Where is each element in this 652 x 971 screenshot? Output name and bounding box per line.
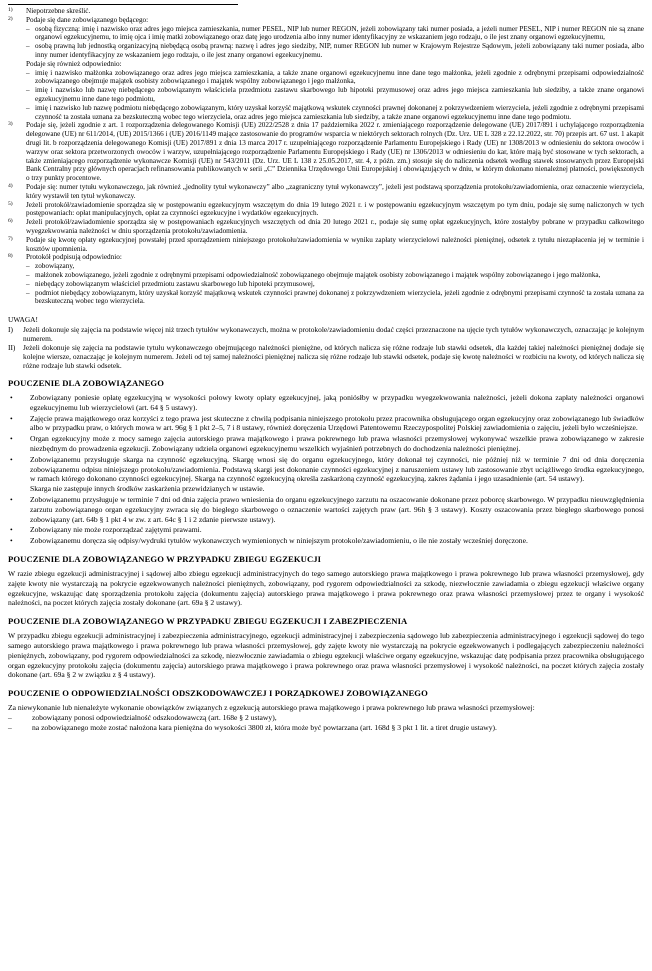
footnote-number: 3)	[8, 121, 13, 128]
footnote-number: 7)	[8, 235, 13, 242]
bullet-text: Zajęcie prawa majątkowego oraz korzyści z tego prawa jest skuteczne z chwilą podpisania niniejszego protokołu przez pracownika obsługującego organ egzekucyjny oraz zobowiązanego lub świadków albo w przypadku praw, o których mowa w art. 96g § 1 pkt 2–5, 7 i 8 ustawy, również doręczenia Urzędowi Patentowemu Rzeczypospolitej Polskiej zawiadomienia o zajęciu, jeżeli było wcześniejsze.	[30, 413, 644, 433]
footnote	[8, 218, 644, 236]
bullet-body	[30, 495, 644, 524]
bullet-body	[30, 536, 644, 546]
dash-marker: –	[8, 722, 12, 732]
section-title: POUCZENIE DLA ZOBOWIĄZANEGO W PRZYPADKU ZBIEGU EGZEKUCJI I ZABEZPIECZENIA	[8, 616, 408, 627]
bullet-text: Zobowiązanemu przysługuje skarga na czynność egzekucyjną. Skargę wnosi się do organu egzekucyjnego, który dokonał tej czynności, nie później niż w terminie 7 dni od dnia doręczenia zobowiązanemu odpisu niniejszego protokołu/zawiadomienia. Podstawą skargi jest dokonanie czynności egzekucyjnej z naruszeniem ustawy lub zastosowanie zbyt uciążliwego środka egzekucyjnego, w ramach którego dokonano czynności egzekucyjnej. Skarga na czynność egzekucyjną określa zaskarżoną czynność egzekucyjną, zakres żądania i jego uzasadnienie (art. 54 ustawy).	[30, 454, 644, 484]
footnote-dash-text: osobą prawną lub jednostką organizacyjną niebędącą osobą prawną: nazwę i adres jego siedziby, NIP, numer REGON lub numer w Krajowym Rejestrze Sądowym, jeżeli zobowiązany taki numer posiada, albo inny numer identyfikacyjny ze wskazaniem jego rodzaju, o ile jest znany organowi egzekucyjnemu.	[35, 42, 644, 59]
dash-marker: –	[8, 713, 12, 723]
bullet-text: Zobowiązanemu doręcza się odpisy/wydruki tytułów wykonawczych wymienionych w niniejszym protokole/zawiadomieniu, o ile nie zostały wcześniej doręczone.	[30, 536, 528, 546]
section-paragraph: W przypadku zbiegu egzekucji administracyjnej i zabezpieczenia administracyjnego, egzekucji administracyjnej i zabezpieczenia sądowego lub zabezpieczenia administracyjnego i egzekucji sądowej do tego samego autorskiego prawa majątkowego i prawa pokrewnego lub prawa własności przemysłowej, gdy zajęte kwoty nie wystarczają na pokrycie egzekwowanych i podlegających zabezpieczeniu należności pieniężnych, zobowiązany, pod rygorem odpowiedzialności za szkodę, niezwłocznie zawiadamia o zbiegu egzekucji właściwe organy egzekucyjne, wskazując datę podpisania przez pracownika obsługującego organ egzekucyjny protokołu zajęcia (dokumentu zajęcia) autorskiego prawa majątkowego i prawa pokrewnego oraz prawa własności przemysłowej i wysokość należności, na poczet których zajęcia zostały dokonane (art. 69a § 2 w związku z § 4 ustawy).	[8, 631, 644, 680]
footnote-text: Podaje się również odpowiednio:	[26, 59, 122, 68]
footnote	[8, 7, 644, 16]
dash-marker: –	[26, 270, 30, 279]
section-title: POUCZENIE O ODPOWIEDZIALNOŚCI ODSZKODOWAWCZEJ I PORZĄDKOWEJ ZOBOWIĄZANEGO	[8, 688, 428, 699]
uwaga-item	[8, 325, 644, 343]
section-paragraph: W razie zbiegu egzekucji administracyjnej i sądowej albo zbiegu egzekucji administracyjnych do tego samego autorskiego prawa majątkowego i prawa pokrewnego lub prawa własności przemysłowej, gdy zajęte kwoty nie wystarczają na pokrycie egzekwowanych należności pieniężnych, zobowiązany, pod rygorem odpowiedzialności za szkodę, niezwłocznie zawiadamia o zbiegu egzekucji właściwe organy egzekucyjne, wskazując datę sporządzenia protokołu zajęcia (dokumentu zajęcia) autorskiego prawa majątkowego i prawa pokrewnego oraz prawa własności przemysłowej przez te organy i wysokość należności, na poczet których zajęcia zostały dokonane (art. 69a § 2 ustawy).	[8, 569, 644, 608]
footnote-dash-text: imię i nazwisko małżonka zobowiązanego oraz adres jego miejsca zamieszkania, a także znane organowi egzekucyjnemu inne dane tego małżonka, jeżeli zgodnie z odrębnymi przepisami odpowiedzialność zobowiązanego obejmuje majątek osobisty zobowiązanego i majątek wspólny zobowiązanego i jego małżonka,	[35, 68, 644, 86]
footnote-text: Jeżeli protokół/zawiadomienie sporządza się w postępowaniach egzekucyjnych wszczętych od dnia 20 lutego 2021 r., podaje się sumę opłat egzekucyjnych, które zostałyby pobrane w przypadku całkowitego wyegzekwowania należności w dniu sporządzenia protokołu/zawiadomienia.	[26, 218, 644, 235]
bullet-body	[30, 393, 644, 413]
bullet-item	[8, 525, 644, 535]
footnote-dash-item	[26, 280, 644, 289]
footnote-body	[26, 236, 644, 254]
uwaga-block	[8, 315, 644, 370]
section-body	[8, 631, 644, 680]
uwaga-item-text: Jeżeli dokonuje się zajęcia na podstawie więcej niż trzech tytułów wykonawczych, można w protokole/zawiadomieniu dodać części przeznaczone na ujęcie tych tytułów wykonawczych, oznaczając je kolejnym numerem.	[23, 325, 644, 344]
bullet-body	[30, 414, 644, 434]
bullet-item	[8, 393, 644, 413]
bullet-marker: •	[10, 454, 13, 464]
bullet-text: Zobowiązanemu przysługuje w terminie 7 dni od dnia zajęcia prawo wniesienia do organu egzekucyjnego zarzutu na oszacowanie dokonane przez poborcę skarbowego. W przypadku nieuwzględnienia zarzutu zobowiązanego organ egzekucyjny zwraca się do biegłego skarbowego o oznaczenie wartości zajętych praw (art. 96h § 3 ustawy). Koszty oszacowania przez biegłego skarbowego ponosi zobowiązany (art. 64b § 1 pkt 4 w zw. z art. 64c § 1 i 2 zdanie pierwsze ustawy).	[30, 495, 644, 524]
footnote-text: Podaje się dane zobowiązanego będącego:	[26, 15, 149, 24]
footnote-dash-text: imię i nazwisko lub nazwę niebędącego zobowiązanym właściciela przedmiotu zastawu skarbowego lub hipoteki przymusowej oraz adres jego miejsca zamieszkania lub siedziby, a także znane organowi egzekucyjnemu inne dane tego podmiotu,	[35, 86, 644, 103]
footnote-text: Podaje się kwotę opłaty egzekucyjnej powstałej przed sporządzeniem niniejszego protokołu/zawiadomienia w wyniku zapłaty wierzycielowi należności pieniężnej, odsetek z tytułu niezapłacenia jej w terminie i kosztów upomnienia.	[26, 235, 644, 253]
footnote-dash-item	[26, 262, 644, 271]
footnote	[8, 121, 644, 183]
footnote	[8, 16, 644, 122]
footnote-dash-text: małżonek zobowiązanego, jeżeli zgodnie z odrębnymi przepisami odpowiedzialność zobowiązanego obejmuje majątek osobisty zobowiązanego i majątek wspólny zobowiązanego i jego małżonka,	[35, 270, 601, 279]
section-dash-item	[8, 723, 644, 733]
uwaga-item-number: II)	[8, 343, 16, 353]
uwaga-item-number: I)	[8, 325, 13, 335]
bullet-marker: •	[10, 536, 13, 546]
footnote-dash-text: zobowiązany,	[35, 262, 75, 271]
dash-marker: –	[26, 262, 30, 271]
section-title: POUCZENIE DLA ZOBOWIĄZANEGO W PRZYPADKU ZBIEGU EGZEKUCJI	[8, 554, 322, 565]
bullet-item	[8, 495, 644, 524]
bullet-marker: •	[10, 525, 13, 535]
section-dash-text: na zobowiązanego może zostać nałożona kara pieniężna do wysokości 3800 zł, która może być powtarzana (art. 168d § 3 pkt 1 lit. a tiret drugie ustawy).	[32, 722, 497, 732]
bullet-body	[30, 455, 644, 494]
footnote-dash-text: podmiot niebędący zobowiązanym, który uzyskał korzyść majątkową wskutek czynności prawnej dokonanej z pokrzywdzeniem wierzyciela, jeżeli zgodnie z odrębnymi przepisami czynność ta została uznana za bezskuteczną wobec tego wierzyciela.	[35, 288, 644, 306]
bullet-item	[8, 536, 644, 546]
footnote-body	[26, 253, 644, 306]
bullet-item	[8, 414, 644, 434]
dash-marker: –	[26, 86, 30, 95]
footnote-dash-item	[26, 104, 644, 122]
footnote-dash-item	[26, 69, 644, 87]
footnote-number: 5)	[8, 200, 13, 207]
footnote-body	[26, 7, 644, 16]
footnote-dash-item	[26, 289, 644, 307]
footnote-body	[26, 121, 644, 183]
bullet-marker: •	[10, 434, 13, 444]
bullet-item	[8, 455, 644, 494]
bullet-text: Organ egzekucyjny może z mocy samego zajęcia autorskiego prawa majątkowego i prawa pokrewnego lub prawa własności przemysłowej wykonywać wszelkie prawa zobowiązanego w zakresie niezbędnym do prowadzenia egzekucji. Zobowiązany udziela organowi egzekucyjnemu wszelkich wyjaśnień potrzebnych do dochodzenia należności pieniężnej.	[30, 434, 644, 454]
footnote-dash-item	[26, 42, 644, 60]
footnote-body	[26, 16, 644, 122]
uwaga-item	[8, 343, 644, 370]
section-body	[8, 569, 644, 608]
footnote-text: Niepotrzebne skreślić.	[26, 7, 91, 15]
footnote-dash-item	[26, 25, 644, 43]
footnote-separator	[8, 4, 238, 5]
bullet-marker: •	[10, 495, 13, 505]
bullet-body	[30, 434, 644, 454]
bullet-body	[30, 525, 644, 535]
footnote-number: 4)	[8, 182, 13, 189]
section-dash-text: zobowiązany ponosi odpowiedzialność odszkodowawczą (art. 168e § 2 ustawy),	[32, 713, 277, 723]
instruction-sections	[8, 378, 644, 733]
dash-marker: –	[26, 288, 30, 297]
footnote-dash-text: osobą fizyczną: imię i nazwisko oraz adres jego miejsca zamieszkania, numer PESEL, NIP lub numer REGON, jeżeli zobowiązany taki numer posiada, a jeżeli numer PESEL, NIP i numer REGON nie są znane organowi egzekucyjnemu, to imię ojca i imię matki zobowiązanego oraz datę jego urodzenia albo inny numer identyfikacyjny ze wskazaniem jego rodzaju, o ile jest znany organowi egzekucyjnemu,	[35, 24, 644, 42]
dash-marker: –	[26, 279, 30, 288]
dash-marker: –	[26, 103, 30, 112]
section-body	[8, 393, 644, 546]
footnotes	[8, 7, 644, 306]
section-title: POUCZENIE DLA ZOBOWIĄZANEGO	[8, 378, 164, 389]
footnote	[8, 236, 644, 254]
document-page	[8, 0, 644, 733]
footnote-text: Jeżeli protokół/zawiadomienie sporządza się w postępowaniu egzekucyjnym wszczętym do dnia 19 lutego 2021 r. i w postępowaniu egzekucyjnym wszczętym po tym dniu, podaje się sumę naliczonych w tych postępowaniach: opłat manipulacyjnych, opłat za czynności egzekucyjne i wydatków egzekucyjnych.	[26, 200, 644, 218]
footnote-dash-item	[26, 86, 644, 104]
footnote-number: 8)	[8, 253, 13, 260]
footnote-dash-text: niebędący zobowiązanym właściciel przedmiotu zastawu skarbowego lub hipoteki przymusowej,	[35, 279, 315, 288]
dash-marker: –	[26, 68, 30, 77]
section-paragraph: Za niewykonanie lub nienależyte wykonanie obowiązków związanych z egzekucją autorskiego prawa majątkowego i prawa pokrewnego lub prawa własności przemysłowej:	[8, 703, 535, 713]
dash-marker: –	[26, 24, 30, 33]
footnote-text: Podaje się: numer tytułu wykonawczego, jak również „jednolity tytuł wykonawczy” albo „zagraniczny tytuł wykonawczy”, jeżeli jest podstawą sporządzenia protokołu/zawiadomienia, oraz oznaczenie wierzyciela, który wystawił ten tytuł wykonawczy.	[26, 182, 644, 200]
bullet-marker: •	[10, 413, 13, 423]
footnote-text: Protokół podpisują odpowiednio:	[26, 253, 122, 262]
bullet-text: Zobowiązany nie może rozporządzać zajętymi prawami.	[30, 525, 202, 535]
section-dash-item	[8, 713, 644, 723]
footnote	[8, 253, 644, 306]
footnote-body	[26, 201, 644, 219]
footnote-number: 2)	[8, 15, 13, 22]
bullet-marker: •	[10, 393, 13, 403]
section-body	[8, 703, 644, 732]
footnote-text: Podaje się, jeżeli zgodnie z art. 1 rozporządzenia delegowanego Komisji (UE) 2022/2528 z dnia 17 października 2022 r. zmieniającego rozporządzenie delegowane (UE) 2017/891 i uchylającego rozporządzenia delegowane (UE) nr 611/2014, (UE) 2015/1366 i (UE) 2016/1149 mające zastosowanie do programów wsparcia w niektórych sektorach rolnych (Dz. Urz. UE L 328 z 22.12.2022, str. 70) przepis art. 67 ust. 1 akapit drugi lit. b rozporządzenia delegowanego Komisji (UE) 2017/891 z dnia 13 marca 2017 r. uzupełniającego rozporządzenie Parlamentu Europejskiego i Rady (UE) nr 1308/2013 w odniesieniu do sektora owoców i warzyw oraz sektora przetworzonych owoców i warzyw, uzupełniającego rozporządzenie Parlamentu Europejskiego i Rady (UE) nr 1306/2013 w odniesieniu do kar, które mają być stosowane w tych sektorach, a także zmieniającego rozporządzenie wykonawcze Komisji (UE) nr 543/2011 (Dz. Urz. UE L 138 z 25.05.2017, str. 4, z późn. zm.) stosuje się do naliczenia odsetek według stawek stosowanych przez Europejski Bank Centralny przy głównych operacjach refinansowania publikowanych w serii „C” Dziennika Urzędowego Unii Europejskiej i obowiązujących w dniu, w którym dokonano nienależnej płatności, powiększonych o trzy punkty procentowe.	[26, 121, 644, 183]
bullet-item	[8, 434, 644, 454]
footnote-dash-text: imię i nazwisko lub nazwę podmiotu niebędącego zobowiązanym, który uzyskał korzyść majątkową wskutek czynności prawnej dokonanej z pokrzywdzeniem wierzyciela, jeżeli zgodnie z odrębnymi przepisami czynność ta została uznana za bezskuteczną wobec tego wierzyciela, oraz adres jego miejsca zamieszkania lub siedziby, a także znane organowi egzekucyjnemu inne dane tego podmiotu.	[35, 103, 644, 121]
footnote-number: 1)	[8, 7, 13, 13]
footnote-body	[26, 183, 644, 201]
uwaga-heading: UWAGA!	[8, 315, 38, 325]
footnote	[8, 201, 644, 219]
footnote-body	[26, 218, 644, 236]
uwaga-item-text: Jeżeli dokonuje się zajęcia na podstawie tytułu wykonawczego obejmującego należności pieniężne, od których nalicza się różne rodzaje lub stawki odsetek, dla każdej takiej należności pieniężnej dodaje się kolejne wiersze, oznaczając je kolejnym numerem. Jeżeli od tej samej należności pieniężnej nalicza się różne rodzaje lub stawki odsetek, podaje się kwotę należności w rozbiciu na kwoty, od których nalicza się różne rodzaje lub stawki odsetek.	[23, 343, 644, 371]
bullet-text: Zobowiązany poniesie opłatę egzekucyjną w wysokości połowy kwoty opłaty egzekucyjnej, jaką poniósłby w przypadku wyegzekwowania należności, jeżeli dokona zapłaty należności organowi egzekucyjnemu lub wierzycielowi (art. 64 § 5 ustawy).	[30, 393, 644, 412]
dash-marker: –	[26, 42, 30, 51]
bullet-text: Skarga nie zastępuje innych środków zaskarżenia przewidzianych w ustawie.	[30, 484, 265, 494]
footnote-number: 6)	[8, 218, 13, 225]
footnote	[8, 183, 644, 201]
footnote-dash-item	[26, 271, 644, 280]
